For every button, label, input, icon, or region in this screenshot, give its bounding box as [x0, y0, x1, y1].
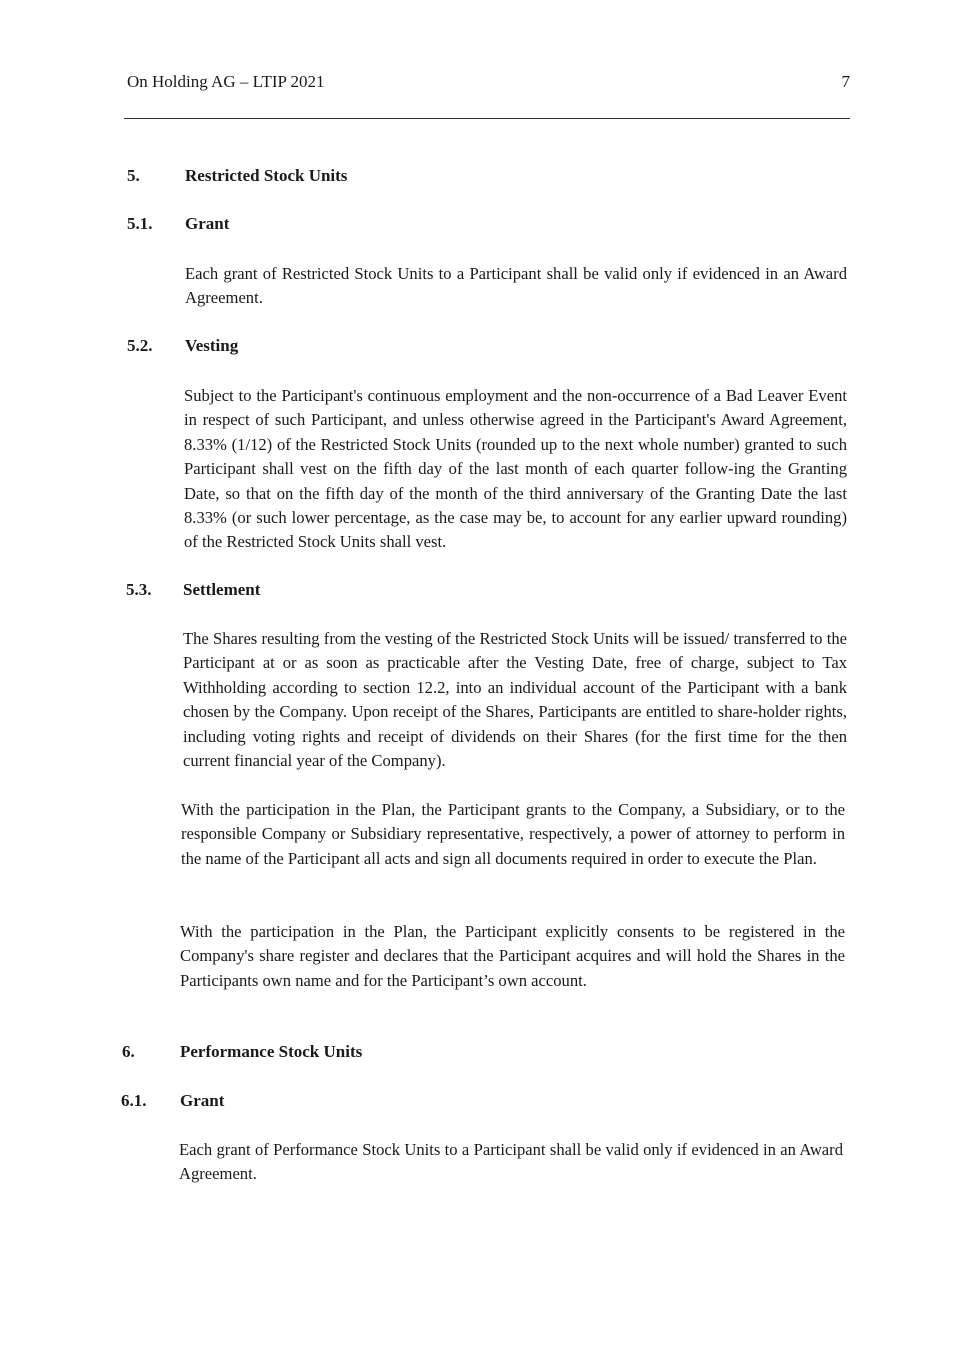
page-number: 7: [841, 72, 850, 91]
paragraph-5-3-2: With the participation in the Plan, the Participant grants to the Company, a Subsidiary, or to the responsible Company or Subsidiary representative, respectively, a power of attorney to perform in the name of the Participant all acts and sign all documents required in order to execute the Plan.: [181, 800, 845, 868]
subsection-number: 5.2.: [127, 336, 153, 355]
section-number: 5.: [127, 166, 140, 185]
paragraph-5-3-3: With the participation in the Plan, the Participant explicitly consents to be registered in the Company's share register and declares that the Participant acquires and will hold the Shares in the Participants own name and for the Participant’s own account.: [180, 922, 845, 990]
subsection-title: Grant: [185, 214, 230, 233]
subsection-title: Vesting: [185, 336, 239, 355]
header-divider: [124, 118, 850, 119]
section-title: Restricted Stock Units: [185, 166, 348, 185]
subsection-title: Grant: [180, 1091, 225, 1110]
subsection-number: 5.3.: [126, 580, 152, 599]
paragraph-6-1: Each grant of Performance Stock Units to a Participant shall be valid only if evidenced in an Award Agreement.: [179, 1140, 843, 1184]
document-header-title: On Holding AG – LTIP 2021: [127, 72, 325, 91]
section-number: 6.: [122, 1042, 135, 1061]
subsection-number: 5.1.: [127, 214, 153, 233]
subsection-title: Settlement: [183, 580, 261, 599]
subsection-number: 6.1.: [121, 1091, 147, 1110]
paragraph-5-1: Each grant of Restricted Stock Units to a Participant shall be valid only if evidenced in an Award Agreement.: [185, 264, 847, 308]
paragraph-5-2: Subject to the Participant's continuous employment and the non-occurrence of a Bad Leaver Event in respect of such Participant, and unless otherwise agreed in the Participant's Award Agreement, 8.33% (1/12) of the Restricted Stock Units (rounded up to the next whole number) granted to such Participant shall vest on the fifth day of the last month of each quarter follow-ing the Granting Date, so that on the fifth day of the month of the third anniversary of the Granting Date the last 8.33% (or such lower percentage, as the case may be, to account for any earlier upward rounding) of the Restricted Stock Units shall vest.: [184, 386, 847, 552]
section-title: Performance Stock Units: [180, 1042, 363, 1061]
paragraph-5-3-1: The Shares resulting from the vesting of the Restricted Stock Units will be issued/ transferred to the Participant at or as soon as practicable after the Vesting Date, free of charge, subject to Tax Withholding according to section 12.2, into an individual account of the Participant with a bank chosen by the Company. Upon receipt of the Shares, Participants are entitled to share-holder rights, including voting rights and receipt of dividends on their Shares (for the first time for the then current financial year of the Company).: [183, 629, 847, 771]
